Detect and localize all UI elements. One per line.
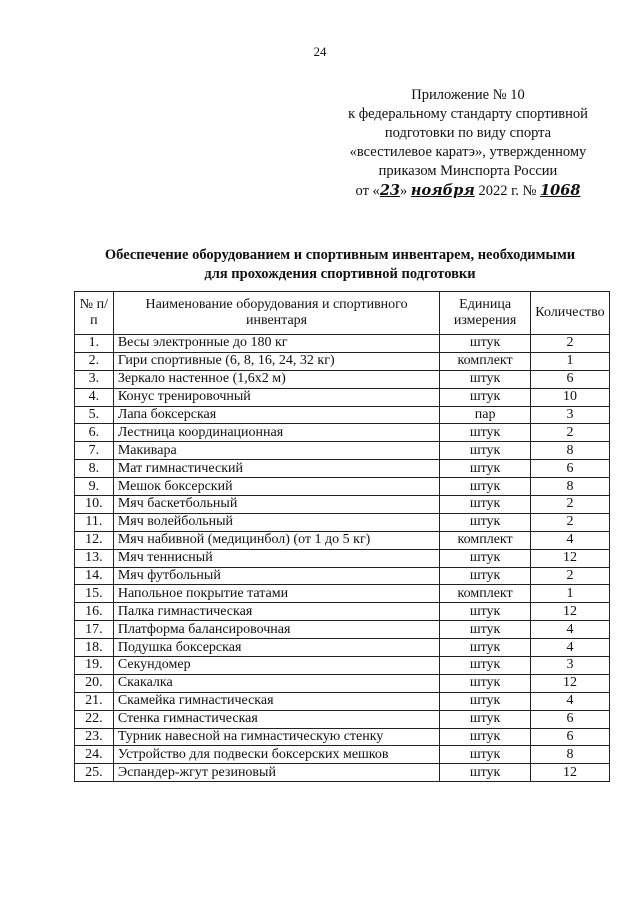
row-unit: штук — [440, 746, 531, 764]
row-unit: штук — [440, 674, 531, 692]
row-unit: штук — [440, 710, 531, 728]
row-qty: 12 — [530, 603, 609, 621]
row-unit: комплект — [440, 531, 531, 549]
row-unit: штук — [440, 496, 531, 514]
row-qty: 10 — [530, 388, 609, 406]
order-date-line — [328, 181, 608, 201]
row-qty: 12 — [530, 549, 609, 567]
page-number: 24 — [313, 44, 327, 59]
appendix-line-3: подготовки по виду спорта — [384, 125, 552, 141]
row-qty: 2 — [530, 567, 609, 585]
row-unit: штук — [440, 442, 531, 460]
row-unit: штук — [440, 549, 531, 567]
row-name: Конус тренировочный — [113, 388, 439, 406]
title-line-2: для прохождения спортивной подготовки — [204, 266, 476, 282]
header-num: № п/п — [75, 292, 114, 335]
row-qty: 6 — [530, 370, 609, 388]
row-unit: штук — [440, 478, 531, 496]
row-num: 19. — [75, 657, 114, 675]
row-name: Платформа балансировочная — [113, 621, 439, 639]
row-name: Макивара — [113, 442, 439, 460]
row-name: Скамейка гимнастическая — [113, 692, 439, 710]
row-name: Секундомер — [113, 657, 439, 675]
document-title — [0, 246, 640, 284]
row-unit: штук — [440, 603, 531, 621]
row-qty: 6 — [530, 710, 609, 728]
row-num: 1. — [75, 335, 114, 353]
row-qty: 8 — [530, 442, 609, 460]
table-row — [75, 674, 610, 692]
table-row — [75, 478, 610, 496]
row-num: 21. — [75, 692, 114, 710]
table-row — [75, 352, 610, 370]
row-num: 13. — [75, 549, 114, 567]
row-unit: штук — [440, 567, 531, 585]
row-num: 17. — [75, 621, 114, 639]
row-num: 6. — [75, 424, 114, 442]
row-unit: штук — [440, 657, 531, 675]
row-qty: 4 — [530, 621, 609, 639]
table-row — [75, 442, 610, 460]
row-num: 2. — [75, 352, 114, 370]
row-qty: 8 — [530, 746, 609, 764]
row-num: 4. — [75, 388, 114, 406]
row-name: Подушка боксерская — [113, 639, 439, 657]
row-num: 9. — [75, 478, 114, 496]
row-num: 14. — [75, 567, 114, 585]
row-num: 5. — [75, 406, 114, 424]
table-row — [75, 513, 610, 531]
equipment-table — [74, 291, 610, 782]
header-unit: Единица измерения — [440, 292, 531, 335]
appendix-block — [328, 86, 608, 201]
row-unit: штук — [440, 388, 531, 406]
title-line-1: Обеспечение оборудованием и спортивным инвентарем, необходимыми — [104, 247, 576, 263]
row-name: Напольное покрытие татами — [113, 585, 439, 603]
appendix-line-5: приказом Минспорта России — [378, 163, 558, 179]
table-row — [75, 657, 610, 675]
row-unit: штук — [440, 692, 531, 710]
appendix-line-2: к федеральному стандарту спортивной — [348, 106, 588, 122]
table-row — [75, 621, 610, 639]
row-qty: 4 — [530, 692, 609, 710]
row-num: 18. — [75, 639, 114, 657]
row-name: Зеркало настенное (1,6х2 м) — [113, 370, 439, 388]
row-unit: штук — [440, 621, 531, 639]
row-num: 24. — [75, 746, 114, 764]
row-qty: 2 — [530, 335, 609, 353]
row-qty: 12 — [530, 764, 609, 782]
year-part: 2022 г. № — [474, 183, 541, 199]
row-name: Мешок боксерский — [113, 478, 439, 496]
row-qty: 6 — [530, 728, 609, 746]
row-num: 3. — [75, 370, 114, 388]
row-name: Мат гимнастический — [113, 460, 439, 478]
date-mid: » — [400, 183, 411, 199]
row-unit: штук — [440, 335, 531, 353]
table-row — [75, 460, 610, 478]
row-num: 8. — [75, 460, 114, 478]
table-row — [75, 639, 610, 657]
row-name: Стенка гимнастическая — [113, 710, 439, 728]
row-qty: 12 — [530, 674, 609, 692]
row-qty: 8 — [530, 478, 609, 496]
header-qty: Количество — [530, 292, 609, 335]
row-unit: штук — [440, 764, 531, 782]
row-num: 16. — [75, 603, 114, 621]
row-name: Лестница координационная — [113, 424, 439, 442]
handwritten-month: ноября — [410, 182, 475, 199]
table-row — [75, 388, 610, 406]
table-body — [75, 335, 610, 782]
appendix-line-4: «всестилевое каратэ», утвержденному — [349, 144, 587, 160]
table-row — [75, 746, 610, 764]
row-unit: комплект — [440, 585, 531, 603]
table-row — [75, 567, 610, 585]
row-unit: пар — [440, 406, 531, 424]
row-num: 22. — [75, 710, 114, 728]
table-row — [75, 424, 610, 442]
row-qty: 2 — [530, 513, 609, 531]
table-row — [75, 692, 610, 710]
handwritten-order-number: 1068 — [540, 182, 581, 199]
table-header-row — [75, 292, 610, 335]
row-qty: 1 — [530, 585, 609, 603]
table-row — [75, 335, 610, 353]
row-unit: штук — [440, 728, 531, 746]
row-num: 25. — [75, 764, 114, 782]
row-unit: штук — [440, 513, 531, 531]
row-unit: штук — [440, 639, 531, 657]
row-num: 20. — [75, 674, 114, 692]
table-row — [75, 549, 610, 567]
handwritten-day: 23 — [379, 182, 400, 199]
row-name: Палка гимнастическая — [113, 603, 439, 621]
row-name: Мяч футбольный — [113, 567, 439, 585]
row-name: Устройство для подвески боксерских мешков — [113, 746, 439, 764]
row-name: Мяч набивной (медицинбол) (от 1 до 5 кг) — [113, 531, 439, 549]
header-name: Наименование оборудования и спортивного инвентаря — [113, 292, 439, 335]
row-name: Мяч баскетбольный — [113, 496, 439, 514]
row-num: 10. — [75, 496, 114, 514]
row-qty: 3 — [530, 406, 609, 424]
row-qty: 2 — [530, 424, 609, 442]
table-row — [75, 728, 610, 746]
row-unit: комплект — [440, 352, 531, 370]
row-qty: 6 — [530, 460, 609, 478]
row-qty: 4 — [530, 531, 609, 549]
appendix-line-1: Приложение № 10 — [411, 87, 525, 103]
row-name: Весы электронные до 180 кг — [113, 335, 439, 353]
row-name: Турник навесной на гимнастическую стенку — [113, 728, 439, 746]
row-name: Лапа боксерская — [113, 406, 439, 424]
row-qty: 3 — [530, 657, 609, 675]
row-unit: штук — [440, 460, 531, 478]
table-row — [75, 764, 610, 782]
row-num: 15. — [75, 585, 114, 603]
table-row — [75, 496, 610, 514]
table-row — [75, 710, 610, 728]
row-num: 11. — [75, 513, 114, 531]
row-name: Скакалка — [113, 674, 439, 692]
row-num: 23. — [75, 728, 114, 746]
row-name: Мяч теннисный — [113, 549, 439, 567]
row-unit: штук — [440, 370, 531, 388]
row-unit: штук — [440, 424, 531, 442]
row-num: 12. — [75, 531, 114, 549]
table-row — [75, 370, 610, 388]
date-prefix: от « — [355, 183, 380, 199]
row-name: Мяч волейбольный — [113, 513, 439, 531]
table-row — [75, 531, 610, 549]
row-num: 7. — [75, 442, 114, 460]
row-qty: 4 — [530, 639, 609, 657]
table-row — [75, 585, 610, 603]
row-qty: 2 — [530, 496, 609, 514]
table-row — [75, 603, 610, 621]
row-name: Гири спортивные (6, 8, 16, 24, 32 кг) — [113, 352, 439, 370]
row-name: Эспандер-жгут резиновый — [113, 764, 439, 782]
row-qty: 1 — [530, 352, 609, 370]
table-row — [75, 406, 610, 424]
